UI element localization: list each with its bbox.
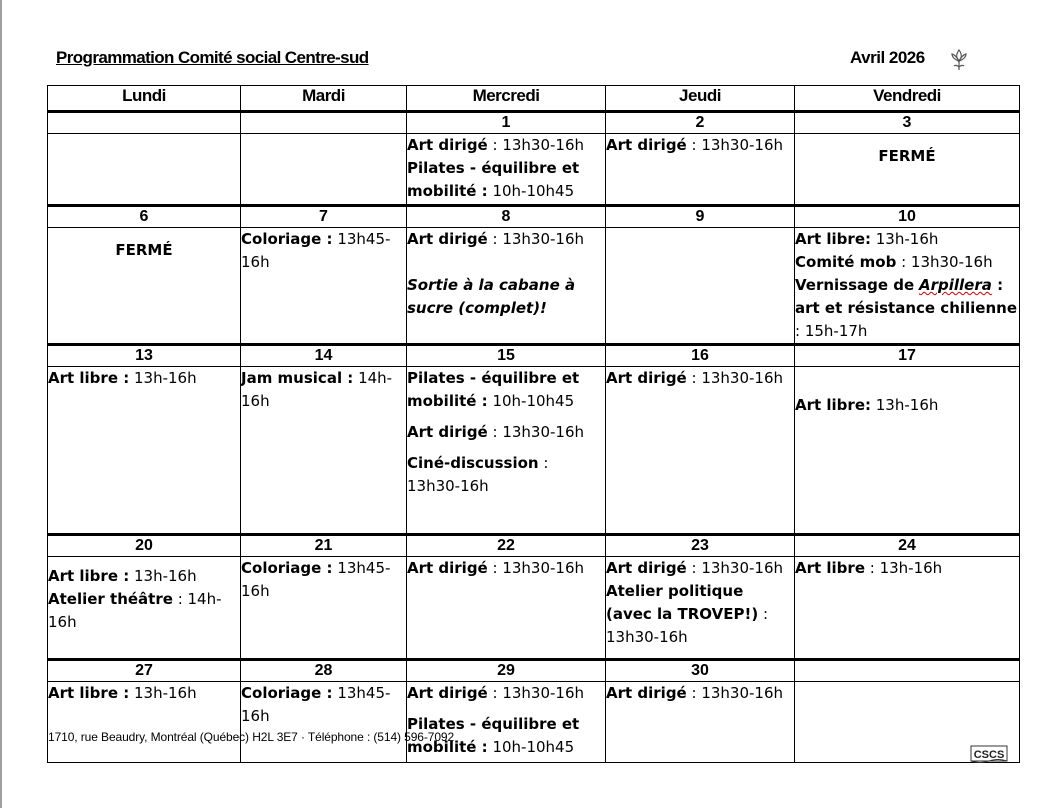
event-entry [407, 682, 605, 705]
event-time: : 13h30-16h [606, 605, 769, 646]
date-number-row [48, 206, 1020, 228]
day-cell [606, 134, 795, 206]
event-label: Art dirigé [407, 230, 488, 248]
event-label: Art libre: [795, 396, 871, 414]
event-time: : 13h30-16h [686, 136, 784, 154]
event-entry [795, 228, 1019, 251]
event-label: Vernissage de [795, 276, 915, 294]
event-time: : 13h30-16h [487, 423, 585, 441]
day-cell [407, 134, 606, 206]
event-time: 13h-16h [871, 396, 939, 414]
event-entry [48, 367, 240, 390]
event-label: Art libre: [795, 230, 871, 248]
day-cell [606, 228, 795, 345]
date-number: 15 [407, 345, 606, 367]
event-entry [407, 421, 605, 444]
event-time: 13h45-16h [241, 684, 391, 725]
event-label: Pilates - équilibre et mobilité : [407, 715, 580, 756]
event-label: Art libre : [48, 567, 130, 585]
weekday-header-row [48, 86, 1020, 112]
event-time: : 14h-16h [48, 590, 222, 631]
cscs-logo [970, 742, 1008, 764]
event-label: Ciné-discussion [407, 454, 539, 472]
event-label: Coloriage : [241, 559, 333, 577]
date-number-row [48, 535, 1020, 557]
event-time: 10h-10h45 [487, 392, 575, 410]
event-entry [407, 228, 605, 251]
event-label: Art dirigé [407, 423, 488, 441]
event-entry [241, 557, 406, 603]
events-row [48, 228, 1020, 345]
day-cell [795, 228, 1020, 345]
event-entry [241, 367, 406, 413]
event-time: 14h-16h [241, 369, 393, 410]
footer-address: 1710, rue Beaudry, Montréal (Québec) H2L 3E7 · Téléphone : (514) 596-7092 [48, 730, 455, 744]
day-cell [241, 557, 407, 660]
day-cell [241, 228, 407, 345]
event-label: Comité mob [795, 253, 897, 271]
date-number: 24 [795, 535, 1020, 557]
event-time: : 13h30-16h [487, 559, 585, 577]
events-row [48, 682, 1020, 763]
events-row [48, 557, 1020, 660]
date-number: 7 [241, 206, 407, 228]
event-label: Art libre [795, 559, 865, 577]
closed-label: FERMÉ [878, 147, 936, 165]
event-label: Coloriage : [241, 684, 333, 702]
day-cell [241, 134, 407, 206]
date-number: 9 [606, 206, 795, 228]
event-entry [241, 228, 406, 274]
event-label: Art dirigé [407, 136, 488, 154]
event-time: 10h-10h45 [487, 738, 575, 756]
date-number: 23 [606, 535, 795, 557]
day-cell [407, 557, 606, 660]
event-entry [407, 367, 605, 413]
date-number: 10 [795, 206, 1020, 228]
event-label-continued: : art et résistance chilienne [795, 276, 1018, 317]
day-cell [407, 682, 606, 763]
date-number: 6 [48, 206, 241, 228]
weekday-header: Lundi [48, 86, 241, 112]
date-number-row [48, 660, 1020, 682]
event-time: : 15h-17h [795, 322, 868, 340]
event-label: Art dirigé [606, 369, 687, 387]
date-number: 3 [795, 112, 1020, 134]
event-time: : 13h30-16h [487, 684, 585, 702]
event-label: Art dirigé [606, 559, 687, 577]
day-cell [606, 557, 795, 660]
day-cell [48, 367, 241, 535]
events-row [48, 134, 1020, 206]
event-time: : 13h30-16h [686, 369, 784, 387]
event-entry [795, 557, 1019, 580]
event-entry [606, 580, 794, 649]
tulip-icon [947, 48, 971, 72]
event-entry [606, 367, 794, 390]
date-number [795, 660, 1020, 682]
date-number: 27 [48, 660, 241, 682]
event-entry [795, 251, 1019, 274]
event-time: : 13h30-16h [896, 253, 993, 271]
event-time: : 13h30-16h [686, 684, 784, 702]
event-label: Art libre : [48, 369, 130, 387]
event-time: 13h-16h [871, 230, 939, 248]
day-cell [48, 134, 241, 206]
event-time: 13h-16h [129, 684, 197, 702]
event-entry [795, 394, 1019, 417]
event-entry [48, 682, 240, 705]
event-time: 13h45-16h [241, 559, 391, 600]
date-number: 17 [795, 345, 1020, 367]
event-emphasis: Arpillera [918, 276, 992, 294]
event-time: 13h-16h [129, 567, 197, 585]
date-number: 13 [48, 345, 241, 367]
event-entry [48, 565, 240, 588]
date-number [241, 112, 407, 134]
date-number: 29 [407, 660, 606, 682]
event-label: Art dirigé [606, 136, 687, 154]
weekday-header: Vendredi [795, 86, 1020, 112]
page-edge [0, 0, 2, 808]
event-time: : 13h30-16h [686, 559, 784, 577]
date-number: 1 [407, 112, 606, 134]
date-number: 28 [241, 660, 407, 682]
closed-label: FERMÉ [115, 241, 173, 259]
event-entry [407, 134, 605, 157]
event-label: Coloriage : [241, 230, 333, 248]
date-number: 30 [606, 660, 795, 682]
weekday-header: Jeudi [606, 86, 795, 112]
day-cell [407, 228, 606, 345]
event-time: 13h-16h [129, 369, 197, 387]
event-time: : 13h30-16h [407, 454, 549, 495]
day-cell [795, 134, 1020, 206]
event-label: Art libre : [48, 684, 130, 702]
date-number: 14 [241, 345, 407, 367]
page-title: Programmation Comité social Centre-sud [56, 48, 369, 67]
weekday-header: Mercredi [407, 86, 606, 112]
event-entry [407, 274, 605, 320]
event-entry [606, 682, 794, 705]
event-label: Art dirigé [407, 559, 488, 577]
event-entry [241, 682, 406, 728]
event-label: Pilates - équilibre et mobilité : [407, 369, 580, 410]
date-number: 16 [606, 345, 795, 367]
day-cell [48, 228, 241, 345]
date-number: 22 [407, 535, 606, 557]
event-entry [407, 452, 605, 498]
event-time: 10h-10h45 [487, 182, 575, 200]
event-label: Jam musical : [241, 369, 354, 387]
day-cell [407, 367, 606, 535]
day-cell [795, 557, 1020, 660]
day-cell [606, 367, 795, 535]
event-label: Pilates - équilibre et mobilité : [407, 159, 580, 200]
event-label: Art dirigé [407, 684, 488, 702]
day-cell [241, 682, 407, 763]
day-cell [48, 682, 241, 763]
event-time: : 13h30-16h [487, 136, 585, 154]
day-cell [606, 682, 795, 763]
event-label: Art dirigé [606, 684, 687, 702]
event-entry [606, 134, 794, 157]
day-cell [795, 367, 1020, 535]
event-label: Atelier théâtre [48, 590, 173, 608]
date-number: 2 [606, 112, 795, 134]
event-entry [407, 557, 605, 580]
event-entry [407, 157, 605, 203]
day-cell [241, 367, 407, 535]
event-entry [795, 274, 1019, 343]
weekday-header: Mardi [241, 86, 407, 112]
date-number [48, 112, 241, 134]
events-row [48, 367, 1020, 535]
date-number-row [48, 112, 1020, 134]
month-label: Avril 2026 [850, 48, 925, 67]
date-number: 20 [48, 535, 241, 557]
event-entry [48, 588, 240, 634]
day-cell [48, 557, 241, 660]
calendar-table [47, 85, 1020, 763]
date-number: 21 [241, 535, 407, 557]
svg-text:CSCS: CSCS [973, 749, 1005, 761]
event-entry [606, 557, 794, 580]
event-note: Sortie à la cabane à sucre (complet)! [407, 276, 576, 317]
date-number: 8 [407, 206, 606, 228]
event-time: : 13h-16h [865, 559, 943, 577]
event-label: Atelier politique (avec la TROVEP!) [606, 582, 759, 623]
event-time: : 13h30-16h [487, 230, 585, 248]
event-time: 13h45-16h [241, 230, 391, 271]
date-number-row [48, 345, 1020, 367]
